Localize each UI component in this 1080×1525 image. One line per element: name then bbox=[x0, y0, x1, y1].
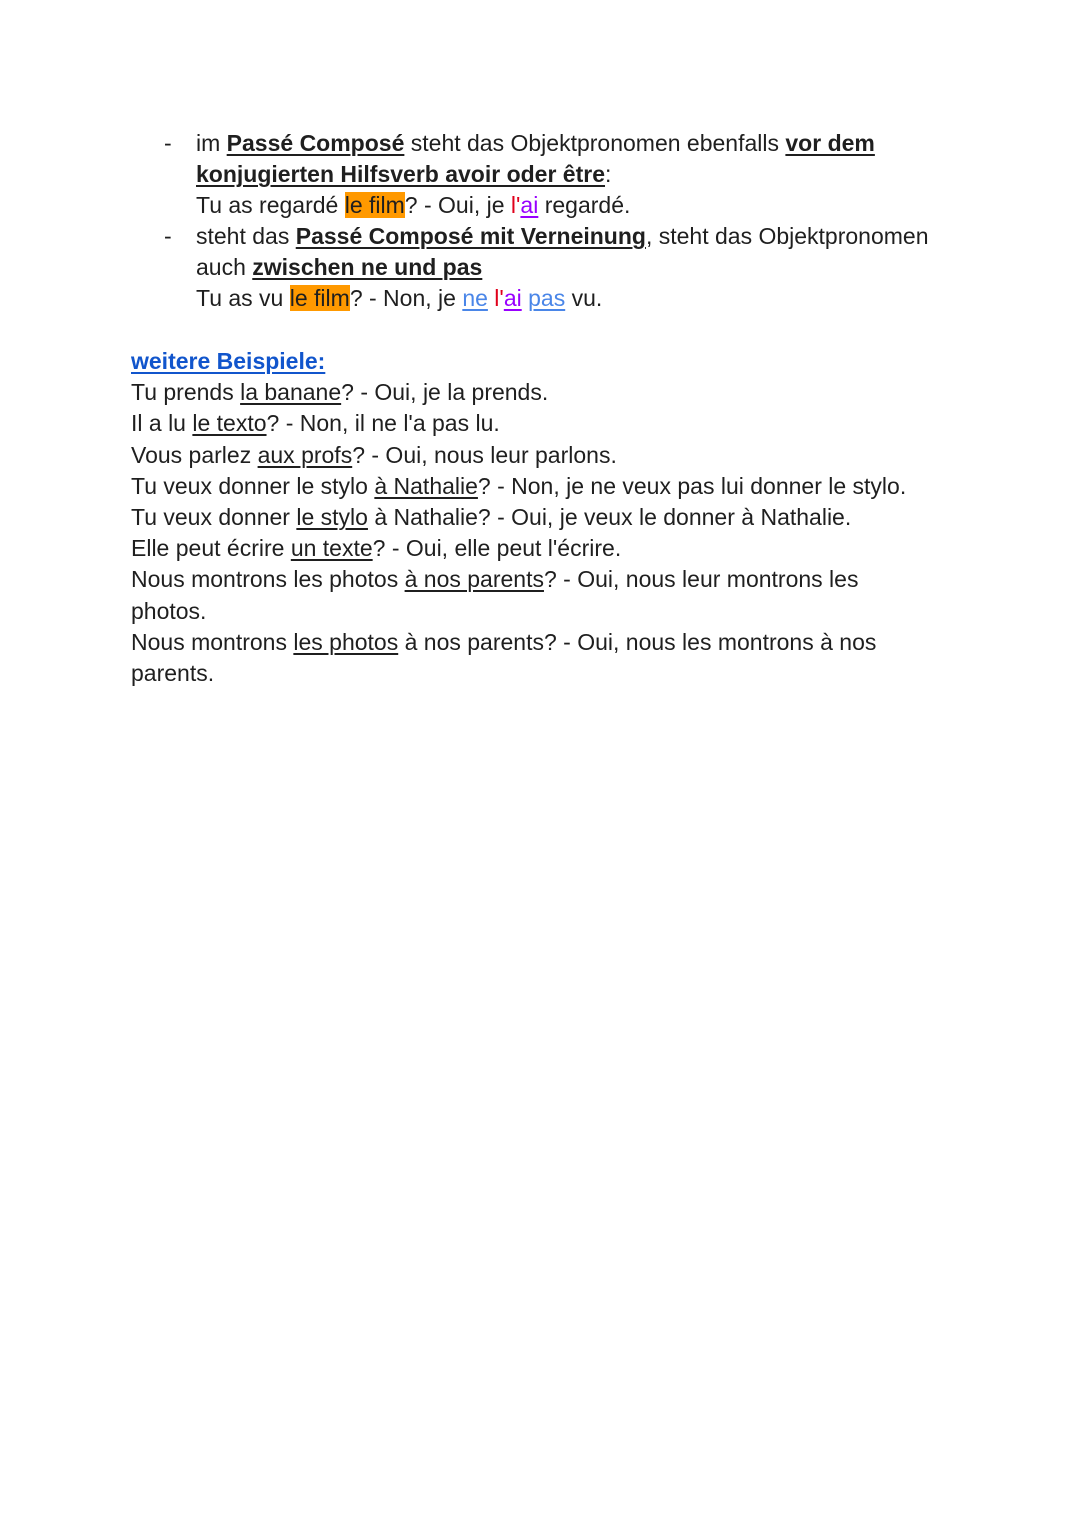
auxiliary-verb: ai bbox=[503, 285, 522, 311]
target-object: les photos bbox=[293, 628, 399, 655]
rule-before-aux: vor dem bbox=[785, 130, 875, 156]
target-object: le stylo bbox=[296, 504, 368, 531]
example-line: Elle peut écrire un texte? - Oui, elle peut l'écrire. bbox=[131, 535, 622, 562]
example-line: Nous montrons les photos à nos parents? - Oui, nous les montrons à nos bbox=[131, 628, 877, 655]
target-object: un texte bbox=[290, 535, 373, 562]
rule-passe-compose: - im Passé Composé steht das Objektpronomen ebenfalls vor dem konjugierten Hilfsverb avoir oder être: Tu as regardé le film? - Oui, je l'ai regardé. bbox=[164, 130, 875, 218]
object-pronoun: l' bbox=[510, 192, 521, 218]
target-object: le texto bbox=[192, 410, 267, 437]
examples-heading: weitere Beispiele: bbox=[131, 348, 326, 374]
example-line: Tu veux donner le stylo à Nathalie? - Oui, je veux le donner à Nathalie. bbox=[131, 504, 852, 531]
rule-negation: - steht das Passé Composé mit Verneinung, steht das Objektpronomen auch zwischen ne und pas Tu as vu le film? - Non, je ne l'ai pas vu. bbox=[164, 223, 929, 311]
list-dash: - bbox=[164, 130, 172, 156]
example-line: Tu veux donner le stylo à Nathalie? - Non, je ne veux pas lui donner le stylo. bbox=[131, 472, 907, 499]
object-pronoun: l' bbox=[494, 285, 504, 311]
term-negation: Passé Composé mit Verneinung bbox=[295, 223, 646, 249]
examples-section bbox=[131, 346, 1011, 689]
rule-between-ne-pas: zwischen ne und pas bbox=[252, 254, 483, 280]
term-passe-compose: Passé Composé bbox=[226, 130, 405, 156]
auxiliary-verb: ai bbox=[520, 192, 539, 218]
highlight-object: le film bbox=[289, 285, 350, 311]
negation-pas: pas bbox=[528, 285, 566, 311]
rules-list bbox=[150, 128, 1030, 314]
target-object: aux profs bbox=[257, 441, 353, 468]
negation-ne: ne bbox=[462, 285, 488, 311]
target-object: à Nathalie bbox=[374, 472, 478, 499]
target-object: à nos parents bbox=[404, 566, 544, 593]
list-dash: - bbox=[164, 223, 172, 249]
target-object: la banane bbox=[240, 379, 342, 406]
example-line: Tu prends la banane? - Oui, je la prends. bbox=[131, 379, 549, 406]
example-line-wrap: photos. bbox=[131, 597, 207, 624]
example-line: Il a lu le texto? - Non, il ne l'a pas lu. bbox=[131, 410, 500, 437]
example-sentence: Tu as regardé le film? - Oui, je l'ai regardé. bbox=[196, 192, 631, 218]
example-line-wrap: parents. bbox=[131, 660, 215, 687]
example-line: Vous parlez aux profs? - Oui, nous leur parlons. bbox=[131, 441, 617, 468]
rule-before-aux-cont: konjugierten Hilfsverb avoir oder être bbox=[196, 161, 606, 187]
example-sentence: Tu as vu le film? - Non, je ne l'ai pas vu. bbox=[196, 285, 603, 311]
example-line: Nous montrons les photos à nos parents? - Oui, nous leur montrons les bbox=[131, 566, 859, 593]
highlight-object: le film bbox=[344, 192, 405, 218]
